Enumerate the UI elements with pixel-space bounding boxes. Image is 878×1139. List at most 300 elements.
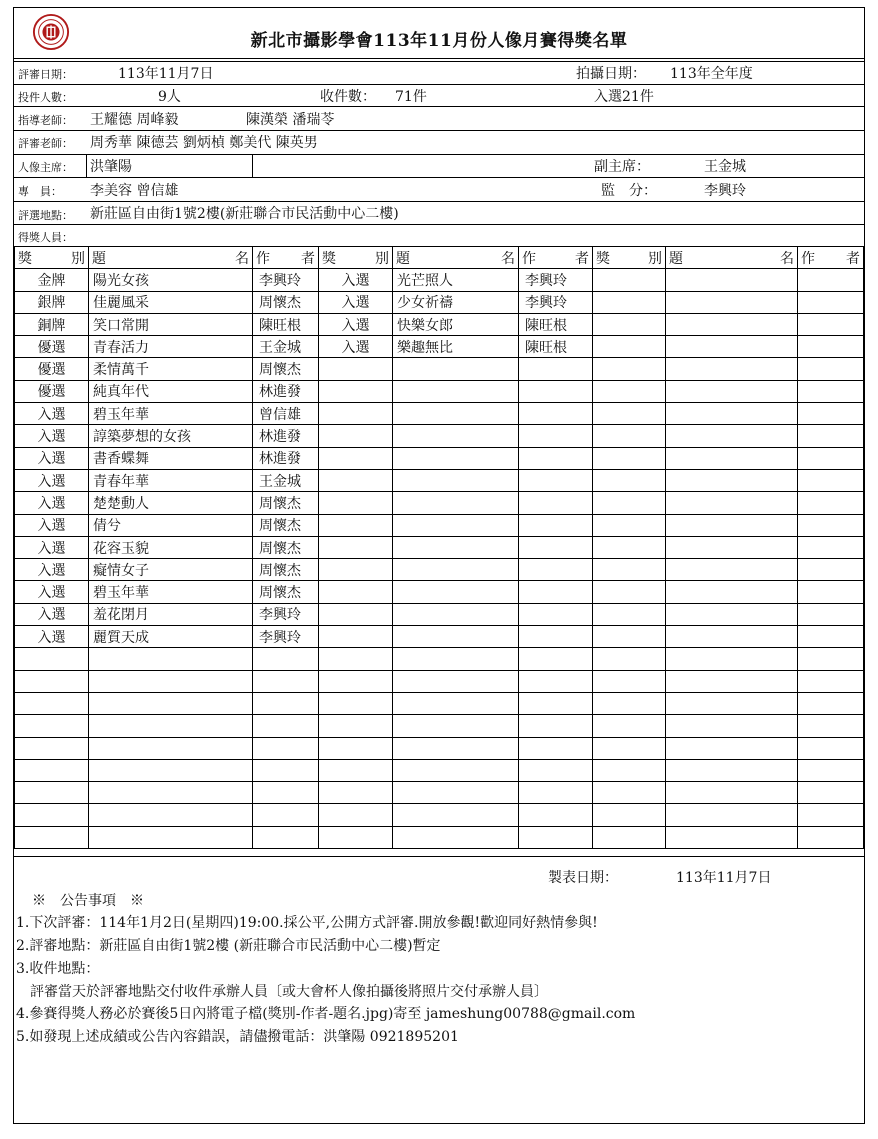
title-cell	[393, 380, 519, 402]
category-cell	[593, 403, 666, 425]
header-author: 作 者	[519, 247, 593, 269]
author-cell	[519, 403, 593, 425]
page-title: 新北市攝影學會113年11月份人像月賽得獎名單	[250, 31, 628, 51]
author-cell: 李興玲	[253, 626, 319, 648]
category-cell: 入選	[15, 581, 89, 603]
author-cell	[798, 826, 864, 848]
category-cell: 入選	[319, 336, 393, 358]
author-cell	[519, 759, 593, 781]
table-row	[15, 425, 864, 447]
title-cell	[393, 759, 519, 781]
title-cell	[393, 692, 519, 714]
title-cell: 青春活力	[89, 336, 253, 358]
author-cell	[253, 782, 319, 804]
title-cell	[393, 581, 519, 603]
title-cell	[666, 380, 798, 402]
title-cell: 花容玉貌	[89, 536, 253, 558]
author-cell	[519, 826, 593, 848]
table-row	[15, 380, 864, 402]
title-cell: 快樂女郎	[393, 313, 519, 335]
author-cell: 林進發	[253, 425, 319, 447]
notice-line-5: 4.參賽得獎人務必於賽後5日內將電子檔(獎別-作者-題名.jpg)寄至 jameshung00788@gmail.com	[16, 1006, 636, 1022]
title-cell	[666, 670, 798, 692]
header-category: 獎 別	[593, 247, 666, 269]
category-cell	[593, 536, 666, 558]
title-cell	[393, 782, 519, 804]
venue-label: 評選地點：	[18, 209, 73, 222]
table-row	[15, 782, 864, 804]
category-cell	[15, 759, 89, 781]
author-cell	[253, 737, 319, 759]
title-cell	[89, 737, 253, 759]
header-title: 題 名	[666, 247, 798, 269]
title-cell	[666, 648, 798, 670]
author-cell	[798, 336, 864, 358]
category-cell	[319, 514, 393, 536]
author-cell: 周懷杰	[253, 536, 319, 558]
title-cell	[666, 826, 798, 848]
author-cell	[798, 737, 864, 759]
category-cell: 入選	[15, 492, 89, 514]
author-cell	[798, 469, 864, 491]
supervisor-name: 李興玲	[704, 183, 746, 199]
title-cell: 笑口常開	[89, 313, 253, 335]
table-row	[15, 603, 864, 625]
category-cell	[319, 670, 393, 692]
author-cell	[798, 403, 864, 425]
title-cell: 倩兮	[89, 514, 253, 536]
title-cell	[393, 648, 519, 670]
category-cell	[319, 826, 393, 848]
title-cell: 樂趣無比	[393, 336, 519, 358]
header-category: 獎 別	[319, 247, 393, 269]
category-cell	[319, 403, 393, 425]
category-cell	[15, 648, 89, 670]
author-cell	[798, 269, 864, 291]
title-cell	[393, 492, 519, 514]
category-cell: 入選	[319, 269, 393, 291]
category-cell	[319, 380, 393, 402]
table-row	[15, 759, 864, 781]
title-cell: 青春年華	[89, 469, 253, 491]
title-cell	[666, 782, 798, 804]
author-cell: 李興玲	[519, 291, 593, 313]
title-cell	[393, 715, 519, 737]
made-date-label: 製表日期：	[548, 870, 618, 886]
title-cell	[666, 469, 798, 491]
venue: 新莊區自由街1號2樓(新莊聯合市民活動中心二樓)	[90, 206, 399, 222]
instructors-a: 王耀德 周峰毅	[90, 112, 179, 128]
title-cell	[393, 670, 519, 692]
title-cell	[393, 626, 519, 648]
category-cell	[593, 514, 666, 536]
category-cell: 金牌	[15, 269, 89, 291]
instructors-b: 陳漢榮 潘瑞苓	[246, 112, 335, 128]
category-cell	[319, 737, 393, 759]
category-cell: 入選	[15, 403, 89, 425]
judges-label: 評審老師：	[18, 137, 73, 150]
author-cell	[519, 447, 593, 469]
category-cell: 銅牌	[15, 313, 89, 335]
category-cell	[593, 648, 666, 670]
author-cell	[519, 492, 593, 514]
category-cell	[319, 782, 393, 804]
author-cell	[253, 715, 319, 737]
author-cell	[519, 559, 593, 581]
title-cell	[666, 603, 798, 625]
author-cell	[798, 603, 864, 625]
author-cell	[519, 648, 593, 670]
category-cell	[593, 269, 666, 291]
table-row	[15, 447, 864, 469]
title-cell	[393, 737, 519, 759]
shoot-date: 113年全年度	[670, 66, 753, 82]
judge-date-label: 評審日期：	[18, 68, 73, 81]
award-sheet	[13, 7, 865, 1124]
author-cell	[798, 581, 864, 603]
category-cell	[593, 737, 666, 759]
category-cell	[593, 559, 666, 581]
author-cell	[798, 514, 864, 536]
author-cell: 周懷杰	[253, 492, 319, 514]
author-cell: 王金城	[253, 336, 319, 358]
title-cell	[393, 425, 519, 447]
author-cell	[798, 380, 864, 402]
category-cell	[15, 692, 89, 714]
judge-date: 113年11月7日	[118, 66, 214, 82]
received-count: 71件	[395, 89, 427, 105]
category-cell: 入選	[15, 626, 89, 648]
category-cell: 入選	[15, 425, 89, 447]
author-cell	[798, 291, 864, 313]
author-cell	[519, 692, 593, 714]
author-cell	[253, 804, 319, 826]
title-cell	[666, 336, 798, 358]
entrants-label: 投件人數：	[18, 91, 73, 104]
category-cell	[319, 648, 393, 670]
title-cell	[666, 536, 798, 558]
author-cell	[519, 425, 593, 447]
category-cell	[593, 336, 666, 358]
author-cell	[798, 715, 864, 737]
notice-line-1: 1.下次評審：114年1月2日(星期四)19:00.採公平,公開方式評審.開放參觀!歡迎同好熱情參與!	[16, 915, 598, 931]
winners-label: 得獎人員：	[18, 231, 73, 244]
title-cell	[666, 447, 798, 469]
title-cell: 諄築夢想的女孩	[89, 425, 253, 447]
author-cell	[798, 536, 864, 558]
author-cell	[519, 536, 593, 558]
header-title: 題 名	[393, 247, 519, 269]
category-cell	[593, 603, 666, 625]
title-cell	[89, 715, 253, 737]
category-cell	[593, 447, 666, 469]
author-cell	[798, 492, 864, 514]
table-row	[15, 581, 864, 603]
title-cell	[393, 514, 519, 536]
title-cell	[666, 692, 798, 714]
title-cell	[89, 648, 253, 670]
author-cell: 周懷杰	[253, 581, 319, 603]
title-cell	[666, 759, 798, 781]
title-cell	[666, 291, 798, 313]
title-cell	[666, 804, 798, 826]
shoot-date-label: 拍攝日期：	[576, 66, 646, 82]
category-cell	[593, 715, 666, 737]
category-cell	[15, 715, 89, 737]
author-cell	[798, 804, 864, 826]
category-cell	[319, 715, 393, 737]
table-row	[15, 492, 864, 514]
header-author: 作 者	[253, 247, 319, 269]
title-cell: 楚楚動人	[89, 492, 253, 514]
author-cell	[519, 804, 593, 826]
author-cell: 林進發	[253, 447, 319, 469]
header-title: 題 名	[89, 247, 253, 269]
author-cell: 周懷杰	[253, 358, 319, 380]
author-cell: 陳旺根	[519, 313, 593, 335]
category-cell	[593, 492, 666, 514]
table-row	[15, 804, 864, 826]
category-cell	[593, 469, 666, 491]
chair-name: 洪肇陽	[90, 159, 132, 175]
category-cell: 入選	[15, 447, 89, 469]
category-cell	[15, 826, 89, 848]
title-cell	[89, 782, 253, 804]
table-row	[15, 826, 864, 848]
author-cell	[798, 447, 864, 469]
title-cell	[89, 692, 253, 714]
vice-chair-label: 副主席：	[594, 159, 650, 175]
category-cell: 入選	[15, 536, 89, 558]
category-cell	[319, 759, 393, 781]
table-row	[15, 313, 864, 335]
author-cell: 周懷杰	[253, 291, 319, 313]
category-cell	[593, 358, 666, 380]
category-cell	[319, 447, 393, 469]
category-cell	[319, 559, 393, 581]
category-cell	[319, 804, 393, 826]
title-cell	[89, 826, 253, 848]
author-cell	[519, 603, 593, 625]
author-cell: 林進發	[253, 380, 319, 402]
category-cell	[593, 782, 666, 804]
category-cell: 優選	[15, 336, 89, 358]
title-cell: 柔情萬千	[89, 358, 253, 380]
table-row	[15, 648, 864, 670]
title-cell: 羞花閉月	[89, 603, 253, 625]
author-cell	[798, 648, 864, 670]
selected-count: 入選21件	[594, 89, 654, 105]
author-cell	[798, 692, 864, 714]
author-cell	[798, 358, 864, 380]
author-cell: 周懷杰	[253, 514, 319, 536]
author-cell: 陳旺根	[519, 336, 593, 358]
table-row	[15, 737, 864, 759]
notice-line-2: 2.評審地點：新莊區自由街1號2樓 (新莊聯合市民活動中心二樓)暫定	[16, 938, 441, 954]
title-cell: 純真年代	[89, 380, 253, 402]
table-row	[15, 692, 864, 714]
author-cell	[519, 715, 593, 737]
category-cell: 優選	[15, 380, 89, 402]
staff-names: 李美容 曾信雄	[90, 183, 179, 199]
author-cell	[519, 514, 593, 536]
title-cell	[89, 670, 253, 692]
author-cell	[253, 692, 319, 714]
entrants-count: 9人	[158, 89, 181, 105]
title-cell	[393, 603, 519, 625]
category-cell	[319, 492, 393, 514]
category-cell	[593, 804, 666, 826]
instructors-label: 指導老師：	[18, 114, 73, 127]
awards-table	[14, 246, 864, 849]
title-cell: 少女祈禱	[393, 291, 519, 313]
author-cell	[798, 425, 864, 447]
category-cell	[15, 804, 89, 826]
category-cell: 優選	[15, 358, 89, 380]
category-cell	[319, 692, 393, 714]
table-row	[15, 403, 864, 425]
author-cell	[798, 782, 864, 804]
staff-label: 專 員：	[18, 185, 62, 198]
title-cell: 麗質天成	[89, 626, 253, 648]
category-cell: 入選	[15, 469, 89, 491]
title-cell: 光芒照人	[393, 269, 519, 291]
title-cell: 癡情女子	[89, 559, 253, 581]
table-header-row	[15, 247, 864, 269]
title-cell: 書香蝶舞	[89, 447, 253, 469]
author-cell: 周懷杰	[253, 559, 319, 581]
title-cell	[666, 313, 798, 335]
category-cell	[319, 626, 393, 648]
title-cell	[393, 559, 519, 581]
title-cell	[666, 737, 798, 759]
author-cell	[519, 782, 593, 804]
title-cell	[666, 425, 798, 447]
title-cell	[393, 403, 519, 425]
title-cell	[666, 626, 798, 648]
category-cell	[319, 425, 393, 447]
category-cell	[319, 469, 393, 491]
title-cell	[89, 804, 253, 826]
category-cell: 入選	[319, 313, 393, 335]
category-cell	[593, 313, 666, 335]
author-cell	[519, 670, 593, 692]
category-cell	[15, 782, 89, 804]
title-cell	[393, 536, 519, 558]
author-cell	[253, 648, 319, 670]
category-cell	[319, 536, 393, 558]
title-cell: 陽光女孩	[89, 269, 253, 291]
title-cell	[666, 269, 798, 291]
table-row	[15, 291, 864, 313]
supervisor-label: 監 分：	[601, 183, 657, 199]
author-cell	[519, 358, 593, 380]
category-cell: 入選	[15, 603, 89, 625]
table-row	[15, 536, 864, 558]
category-cell	[593, 291, 666, 313]
title-cell	[393, 358, 519, 380]
author-cell: 曾信雄	[253, 403, 319, 425]
category-cell	[15, 737, 89, 759]
category-cell	[593, 692, 666, 714]
author-cell: 李興玲	[253, 603, 319, 625]
chair-label: 人像主席：	[18, 161, 73, 174]
category-cell: 入選	[319, 291, 393, 313]
header-category: 獎 別	[15, 247, 89, 269]
author-cell	[798, 559, 864, 581]
category-cell	[593, 826, 666, 848]
notice-line-6: 5.如發現上述成績或公告內容錯誤，請儘撥電話：洪肇陽 0921895201	[16, 1029, 459, 1045]
title-cell	[666, 514, 798, 536]
title-cell: 佳麗風采	[89, 291, 253, 313]
title-cell	[666, 358, 798, 380]
table-row	[15, 514, 864, 536]
title-cell: 碧玉年華	[89, 581, 253, 603]
author-cell	[519, 737, 593, 759]
author-cell	[253, 759, 319, 781]
author-cell: 李興玲	[253, 269, 319, 291]
author-cell	[253, 826, 319, 848]
category-cell	[593, 380, 666, 402]
author-cell	[798, 626, 864, 648]
title-cell	[89, 759, 253, 781]
table-row	[15, 715, 864, 737]
notice-heading: ※ 公告事項 ※	[32, 893, 144, 909]
title-cell: 碧玉年華	[89, 403, 253, 425]
author-cell: 陳旺根	[253, 313, 319, 335]
category-cell	[319, 603, 393, 625]
author-cell	[798, 759, 864, 781]
judges: 周秀華 陳德芸 劉炳楨 鄭美代 陳英男	[90, 135, 318, 151]
table-row	[15, 626, 864, 648]
category-cell	[15, 670, 89, 692]
author-cell	[519, 469, 593, 491]
table-row	[15, 559, 864, 581]
table-row	[15, 269, 864, 291]
title-cell	[393, 826, 519, 848]
author-cell: 王金城	[253, 469, 319, 491]
table-row	[15, 670, 864, 692]
vice-chair-name: 王金城	[704, 159, 746, 175]
category-cell	[319, 581, 393, 603]
title-cell	[393, 447, 519, 469]
received-label: 收件數：	[320, 89, 376, 105]
title-cell	[393, 469, 519, 491]
table-row	[15, 336, 864, 358]
category-cell	[593, 759, 666, 781]
title-cell	[666, 492, 798, 514]
author-cell	[519, 626, 593, 648]
title-cell	[666, 559, 798, 581]
author-cell	[798, 670, 864, 692]
category-cell	[319, 358, 393, 380]
category-cell	[593, 626, 666, 648]
table-row	[15, 469, 864, 491]
title-cell	[666, 715, 798, 737]
author-cell: 李興玲	[519, 269, 593, 291]
made-date: 113年11月7日	[676, 870, 772, 886]
title-cell	[666, 403, 798, 425]
title-cell	[666, 581, 798, 603]
category-cell	[593, 425, 666, 447]
category-cell: 入選	[15, 514, 89, 536]
category-cell	[593, 670, 666, 692]
table-row	[15, 358, 864, 380]
category-cell	[593, 581, 666, 603]
header-author: 作 者	[798, 247, 864, 269]
title-cell	[393, 804, 519, 826]
author-cell	[519, 581, 593, 603]
